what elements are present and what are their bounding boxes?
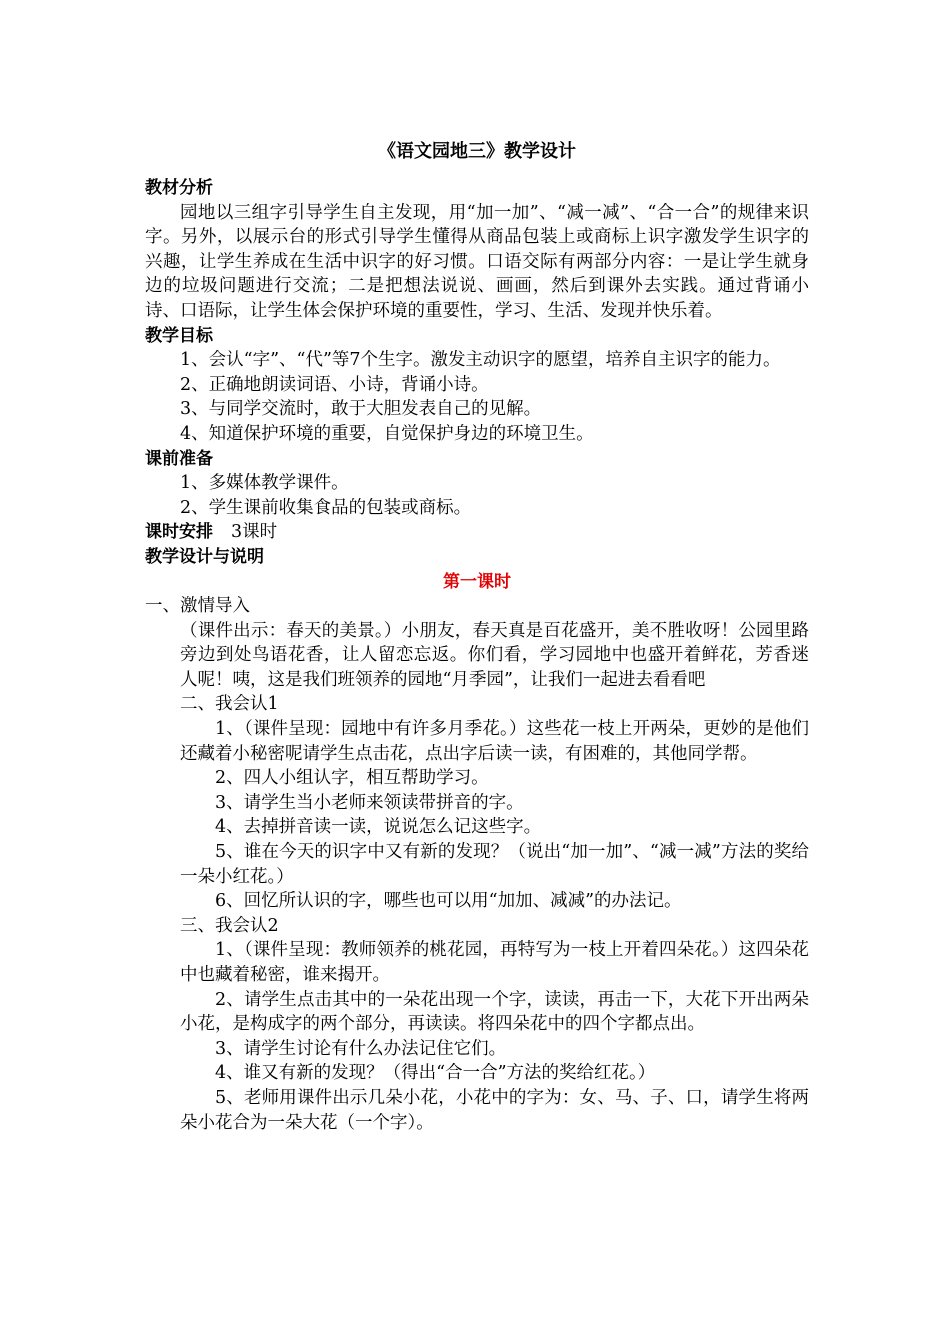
schedule-line (145, 520, 809, 545)
analysis-paragraph: 园地以三组字引导学生自主发现，用“加一加”、“减一减”、“合一合”的规律来识字。另外，以展示台的形式引导学生懂得从商品包装上或商标上识字激发学生识字的兴趣，让学生养成在生活中识字的好习惯。口语交际有两部分内容：一是让学生就身边的垃圾问题进行交流；二是把想法说说、画画，然后到课外去实践。通过背诵小诗、口语际，让学生体会保护环境的重要性，学习、生活、发现并快乐着。 (145, 202, 809, 321)
recognize-2-item: 3、请学生讨论有什么办法记住它们。 (215, 1038, 507, 1059)
recognize-1-item: 3、请学生当小老师来领读带拼音的字。 (215, 792, 524, 813)
goal-item: 2、正确地朗读词语、小诗，背诵小诗。 (180, 374, 489, 395)
recognize-1-item: 1、（课件呈现：园地中有许多月季花。）这些花一枝上开两朵，更妙的是他们还藏着小秘密呢请学生点击花，点出字后读一读，有困难的，其他同学帮。 (180, 719, 809, 764)
schedule-value: 3课时 (231, 522, 278, 543)
recognize-2-item: 2、请学生点击其中的一朵花出现一个字，读读，再击一下，大花下开出两朵小花，是构成字的两个部分，再读读。将四朵花中的四个字都点出。 (180, 989, 809, 1035)
recognize-2-item: 5、老师用课件出示几朵小花，小花中的字为：女、马、子、口，请学生将两朵小花合为一朵大花（一个字）。 (180, 1087, 809, 1133)
part-body-intro (145, 619, 809, 1135)
section-heading-prep: 课前准备 (145, 448, 213, 469)
goal-item: 3、与同学交流时，敢于大胆发表自己的见解。 (180, 399, 542, 420)
part-heading-recognize-2: 三、我会认2 (180, 915, 279, 936)
document-title: 《语文园地三》教学设计 (378, 141, 576, 162)
recognize-1-item: 5、谁在今天的识字中又有新的发现？（说出“加一加”、“减一减”方法的奖给一朵小红花。） (180, 842, 809, 887)
recognize-2-item: 4、谁又有新的发现？（得出“合一合”方法的奖给红花。） (215, 1063, 656, 1084)
section-heading-schedule: 课时安排 (145, 522, 213, 543)
goal-item: 1、会认“字”、“代”等7个生字。激发主动识字的愿望，培养自主识字的能力。 (180, 350, 781, 371)
section-heading-analysis: 教材分析 (145, 178, 213, 198)
prep-item: 2、学生课前收集食品的包装或商标。 (180, 497, 472, 518)
recognize-1-item: 4、去掉拼音读一读，说说怎么记这些字。 (215, 817, 542, 838)
part-heading-intro: 一、激情导入 (145, 596, 250, 617)
intro-paragraph: （课件出示：春天的美景。）小朋友，春天真是百花盛开，美不胜收呀！公园里路旁边到处鸟语花香，让人留恋忘返。你们看，学习园地中也盛开着鲜花，芳香迷人呢！咦，这是我们班领养的园地“月季园”，让我们一起进去看看吧 (180, 620, 809, 690)
section-heading-design: 教学设计与说明 (145, 546, 264, 567)
prep-item: 1、多媒体教学课件。 (180, 473, 349, 494)
section-heading-goals: 教学目标 (145, 325, 213, 346)
part-heading-recognize-1: 二、我会认1 (180, 694, 279, 715)
lesson-heading: 第一课时 (443, 571, 511, 592)
document-body (145, 140, 809, 1135)
recognize-1-item: 2、四人小组认字，相互帮助学习。 (215, 768, 489, 789)
recognize-1-item: 6、回忆所认识的字，哪些也可以用“加加、减减”的办法记。 (215, 891, 682, 912)
goal-item: 4、知道保护环境的重要，自觉保护身边的环境卫生。 (180, 423, 594, 444)
recognize-2-item: 1、（课件呈现：教师领养的桃花园，再特写为一枝上开着四朵花。）这四朵花中也藏着秘密，谁来揭开。 (180, 940, 809, 985)
